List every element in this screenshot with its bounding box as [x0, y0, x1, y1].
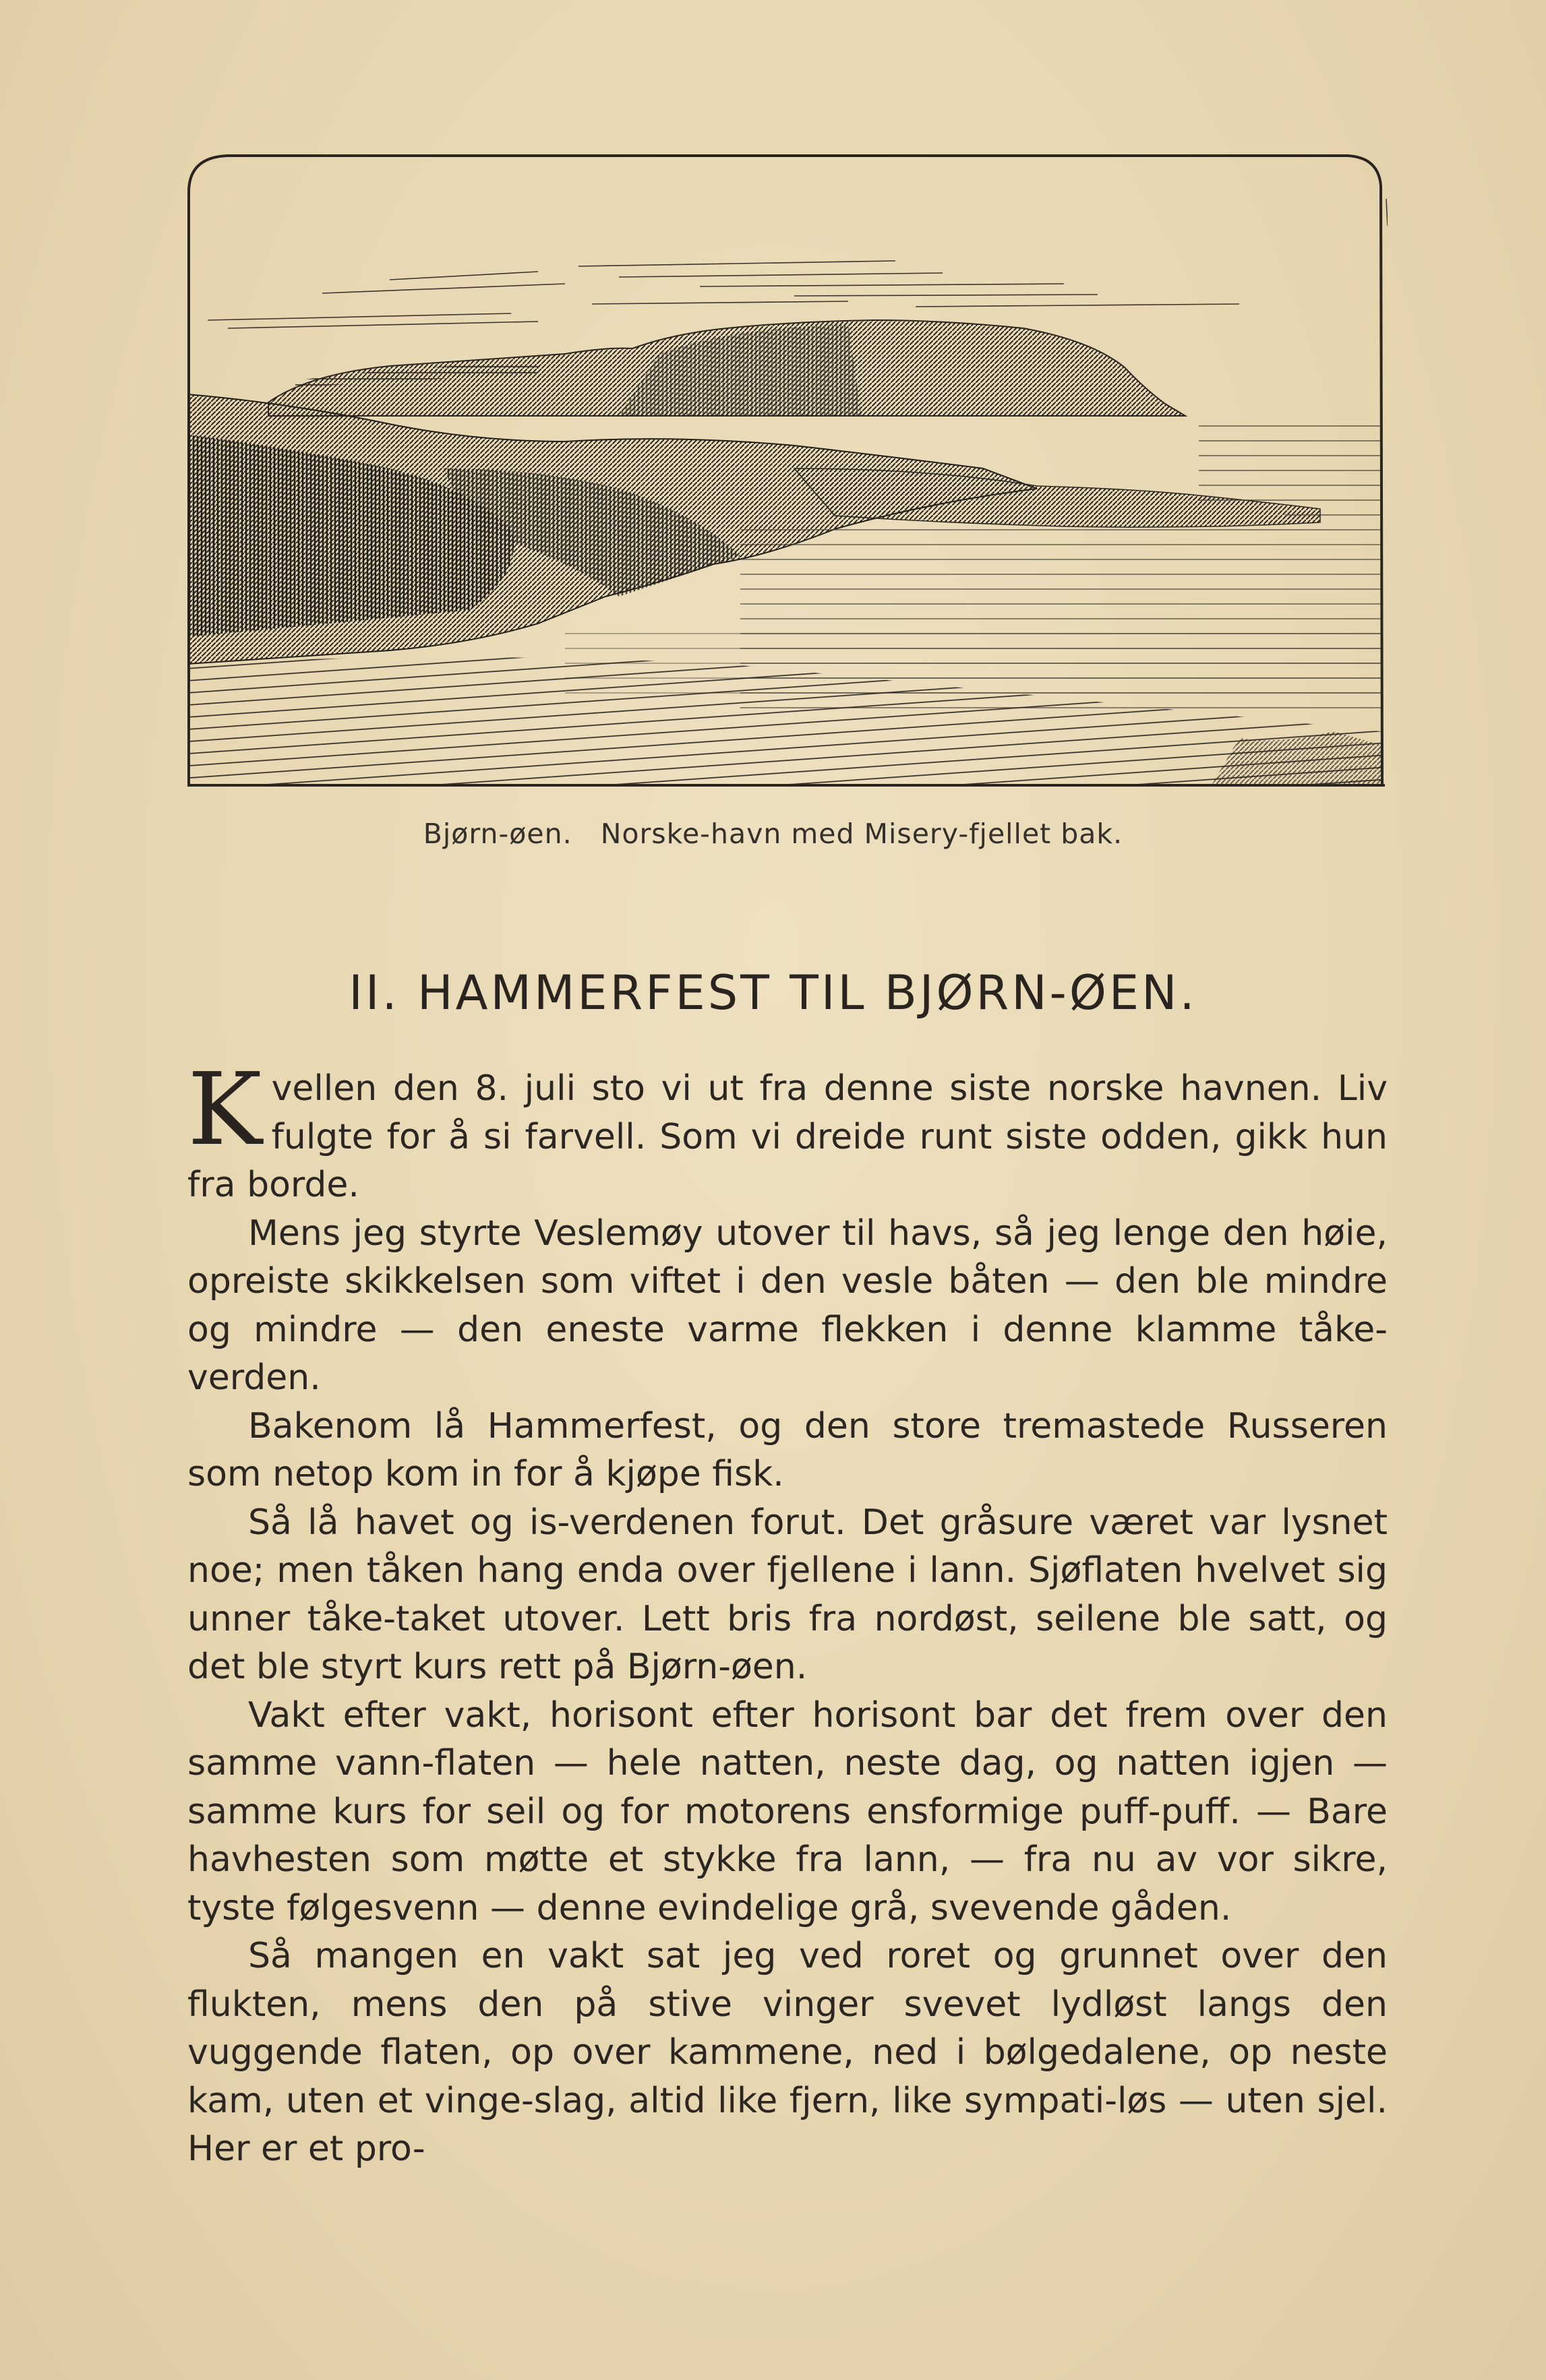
paragraph-2: Mens jeg styrte Veslemøy utover til havs, så jeg lenge den høie, opreiste skikkelsen som viftet i den vesle båten — den ble mindre og mindre — den eneste varme flekken i denne klamme tåke-verden. — [187, 1213, 1388, 1398]
illustration-caption — [0, 818, 1546, 850]
paragraph-6: Så mangen en vakt sat jeg ved roret og grunnet over den flukten, mens den på stive vinger svevet lydløst langs den vuggende flaten, op over kammene, ned i bølgedalene, op neste kam, uten et vinge-slag, altid like fjern, like sympati-løs — uten sjel. Her er et pro- — [187, 1936, 1388, 2169]
caption-place: Bjørn-øen. — [423, 818, 572, 850]
mountain — [268, 320, 1185, 416]
paragraph-1-text: vellen den 8. juli sto vi ut fra denne siste norske havnen. Liv fulgte for å si farvell. Som vi dreide runt siste odden, gikk hun fra borde. — [187, 1068, 1388, 1205]
paragraph-4: Så lå havet og is-verdenen forut. Det gråsure været var lysnet noe; men tåken hang enda over fjellene i lann. Sjøflaten hvelvet sig unner tåke-taket utover. Lett bris fra nordøst, seilene ble satt, og det ble styrt kurs rett på Bjørn-øen. — [187, 1502, 1388, 1687]
sky — [208, 261, 1239, 328]
engraving-illustration — [187, 152, 1388, 789]
body-text — [187, 1051, 1388, 2174]
caption-description: Norske-havn med Misery-fjellet bak. — [600, 818, 1123, 850]
paragraph-3: Bakenom lå Hammerfest, og den store tremastede Russeren som netop kom in for å kjøpe fisk. — [187, 1405, 1388, 1494]
chapter-title: II. HAMMERFEST TIL BJØRN-ØEN. — [349, 965, 1197, 1020]
paragraph-5: Vakt efter vakt, horisont efter horisont bar det frem over den samme vann-flaten — hele natten, neste dag, og natten igjen — samme kurs for seil og for motorens ensformige puff-puff. — Bare havhesten som møtte et stykke fra lann, — fra nu av vor sikre, tyste følgesvenn — denne evindelige grå, svevende gåden. — [187, 1695, 1388, 1928]
paragraph-1 — [187, 1051, 1388, 1210]
drop-cap: K — [187, 1051, 262, 1167]
